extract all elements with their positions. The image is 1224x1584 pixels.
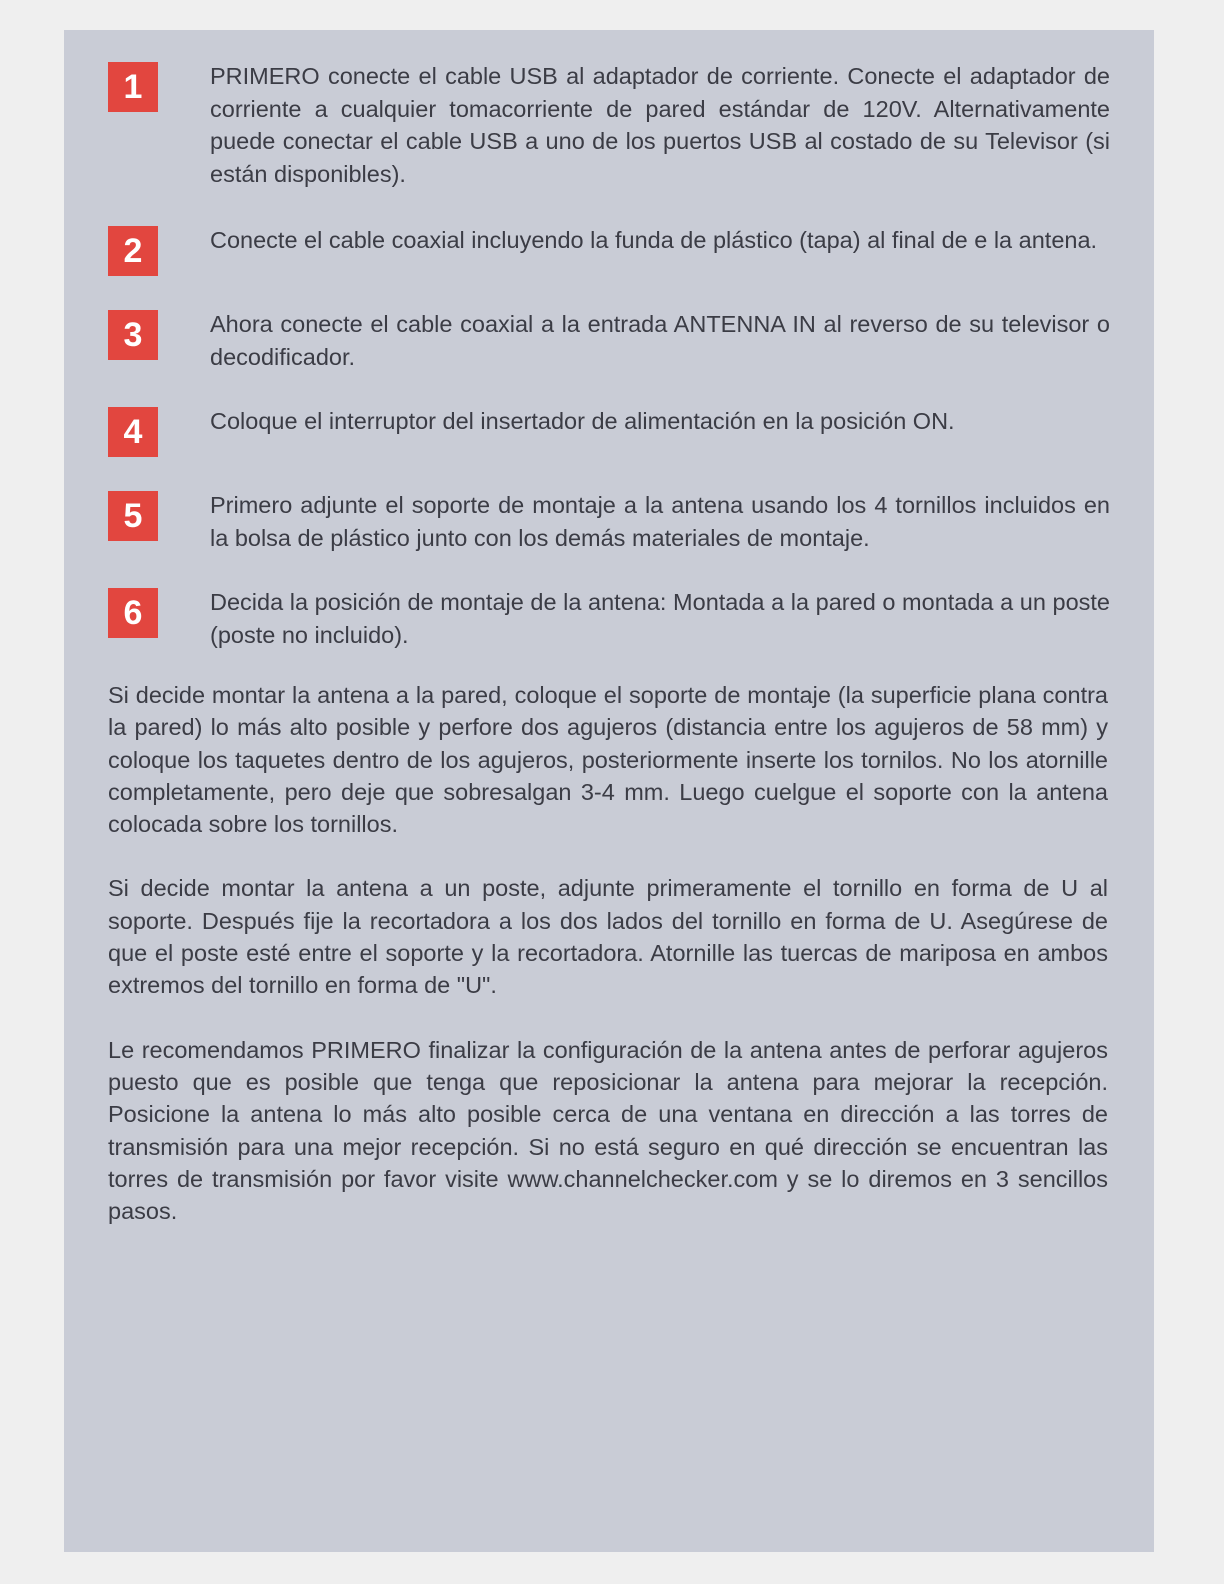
step-text: Primero adjunte el soporte de montaje a la antena usando los 4 tornillos incluidos en la bolsa de plástico junto con los demás materiales de montaje. bbox=[210, 492, 1110, 551]
step-number-badge: 6 bbox=[108, 588, 158, 638]
recommendation-paragraph: Le recomendamos PRIMERO finalizar la configuración de la antena antes de perforar agujeros puesto que es posible que tenga que reposicionar la antena para mejorar la recepción. Posicione la antena lo más alto posible cerca de una ventana en dirección a las torres de transmisión para una mejor recepción. Si no está seguro en qué dirección se encuentran las torres de transmisión por favor visite www.channelchecker.com y se lo diremos en 3 sencillos pasos. bbox=[108, 1036, 1108, 1225]
instruction-panel bbox=[64, 30, 1154, 1552]
pole-mount-paragraph: Si decide montar la antena a un poste, adjunte primeramente el tornillo en forma de U al soporte. Después fije la recortadora a los dos lados del tornillo en forma de U. Asegúrese de que el poste esté entre el soporte y la recortadora. Atornille las tuercas de mariposa en ambos extremos del tornillo en forma de "U". bbox=[108, 875, 1108, 999]
step-text: Ahora conecte el cable coaxial a la entrada ANTENNA IN al reverso de su televisor o decodificador. bbox=[210, 311, 1110, 370]
step-number-badge: 1 bbox=[108, 62, 158, 112]
wall-mount-paragraph: Si decide montar la antena a la pared, coloque el soporte de montaje (la superficie plana contra la pared) lo más alto posible y perfore dos agujeros (distancia entre los agujeros de 58 mm) y coloque los taquetes dentro de los agujeros, posteriormente inserte los tornilos. No los atornille completamente, pero deje que sobresalgan 3-4 mm. Luego cuelgue el soporte con la antena colocada sobre los tornillos. bbox=[108, 682, 1108, 838]
step-number-badge: 2 bbox=[108, 226, 158, 276]
step-text: Decida la posición de montaje de la antena: Montada a la pared o montada a un poste (poste no incluido). bbox=[210, 589, 1110, 648]
step-item-2 bbox=[108, 224, 1110, 276]
step-item-4 bbox=[108, 405, 1110, 457]
step-number-badge: 5 bbox=[108, 491, 158, 541]
step-item-1 bbox=[108, 60, 1110, 190]
step-item-3 bbox=[108, 308, 1110, 373]
steps-list bbox=[108, 60, 1110, 1259]
step-number-badge: 3 bbox=[108, 310, 158, 360]
step-text: Coloque el interruptor del insertador de alimentación en la posición ON. bbox=[210, 408, 955, 434]
step-item-5 bbox=[108, 489, 1110, 554]
step-number-badge: 4 bbox=[108, 407, 158, 457]
step-text: Conecte el cable coaxial incluyendo la funda de plástico (tapa) al final de e la antena. bbox=[210, 227, 1098, 253]
step-text: PRIMERO conecte el cable USB al adaptador de corriente. Conecte el adaptador de corriente a cualquier tomacorriente de pared estándar de 120V. Alternativamente puede conectar el cable USB a uno de los puertos USB al costado de su Televisor (si están disponibles). bbox=[210, 63, 1110, 187]
step-item-6 bbox=[108, 586, 1110, 651]
